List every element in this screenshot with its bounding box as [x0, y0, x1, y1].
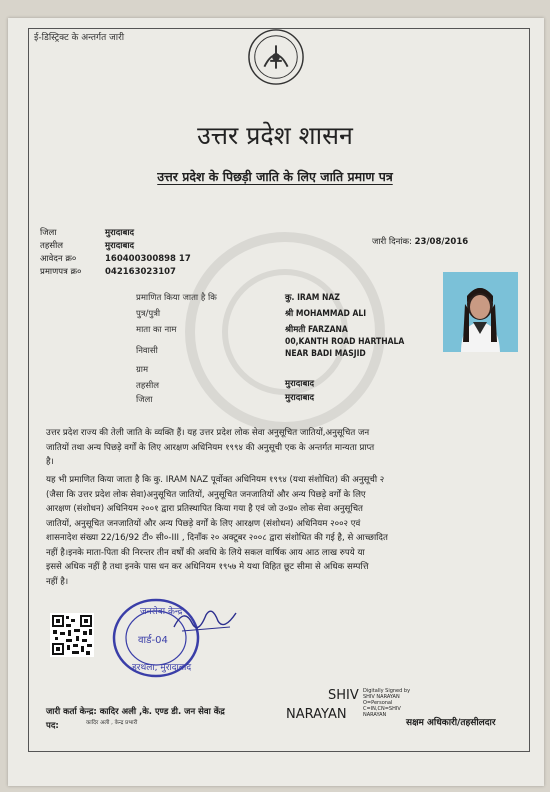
person-label: तहसील: [136, 381, 160, 391]
digital-signature-name: SHIV: [328, 688, 359, 703]
person-label: पुत्र/पुत्री: [136, 309, 161, 319]
issuer-center: जारी कर्ता केन्द्र: कादिर अली ,के. एण्ड डी. जन सेवा केंद्र: [46, 707, 225, 717]
digital-signature-detail: Digitally Signed by SHIV NARAYAN O=Personal C=IN,CN=SHIV NARAYAN: [363, 688, 411, 718]
designation-label: पद:: [46, 721, 59, 731]
up-emblem-icon: [247, 28, 305, 86]
certification-paragraph: यह भी प्रमाणित किया जाता है कि कु. IRAM NAZ पूर्वोक्त अधिनियम १९९४ (यथा संशोधित) की अनुसूची २ (जैसा कि उत्तर प्रदेश लोक सेवा)अनुसूचित जातियों, अनुसूचित जनजातियों और अन्य पिछड़े वर्गों के लिए आरक्षण (संशोधन) अधिनियम २००१ द्वारा प्रतिस्थापित किया गया है एवं जो उ०प्र० लोक सेवा अनुसूचित जातियों, अनुसूचित जनजातियों और अन्य पिछड़े वर्गों के लिए आरक्षण (संशोधन) अधिनियम २००२ एवं शासनादेश संख्या 22/16/92 टी० सी०-III , दिनाँक २० अक्टूबर २००८ द्वारा संशोधित की गई है, से आच्छादित नहीं है।इनके माता-पिता की निरन्तर तीन वर्षों की अवधि के लिये सकल वार्षिक आय आठ लाख रुपये या इससे अधिक नहीं है तथा इनके पास धन कर अधिनियम १९५७ मे यथा विहित छूट सीमा से अधिक सम्पत्ति नहीं है।: [46, 475, 388, 587]
person-name: कु. IRAM NAZ: [285, 293, 340, 303]
mother-name: श्रीमती FARZANA: [285, 325, 348, 335]
top-note: ई-डिस्ट्रिक्ट के अन्तर्गत जारी: [34, 33, 125, 43]
person-district: मुरादाबाद: [285, 393, 315, 403]
eligibility-paragraph: उत्तर प्रदेश राज्य की तेली जाति के व्यक्ति हैं। यह उत्तर प्रदेश लोक सेवा अनुसूचित जातियों,अनुसूचित जन जातियों तथा अन्य पिछड़े वर्गों के लिए आरक्षण अधिनियम १९९४ की अनुसूची एक के अन्तर्गत मान्यता प्राप्त है।: [46, 428, 375, 467]
seal-bottom-text: हरथला, मुरादाबाद: [132, 663, 192, 673]
seal-top-text: जनसेवा केन्द्र: [140, 607, 183, 617]
meta-row-application-no: आवेदन क्र० 160400300898 17: [40, 254, 191, 264]
person-label: माता का नाम: [136, 325, 177, 335]
father-name: श्री MOHAMMAD ALI: [285, 309, 367, 319]
person-tehsil: मुरादाबाद: [285, 379, 315, 389]
meta-row-certificate-no: प्रमाणपत्र क्र० 042163023107: [40, 267, 176, 277]
handwritten-signature: [170, 605, 240, 635]
competent-officer-label: सक्षम अधिकारी/तहसीलदार: [406, 718, 496, 728]
person-label: निवासी: [136, 346, 158, 356]
applicant-photo: [443, 272, 518, 352]
address-line-2: NEAR BADI MASJID: [285, 349, 366, 359]
person-label: जिला: [136, 395, 153, 405]
seal-center-text: वार्ड-04: [138, 635, 168, 646]
issue-date: जारी दिनांक: 23/08/2016: [372, 237, 469, 247]
issuer-subtext: कादिर अली , केन्द्र प्रभारी: [86, 720, 138, 726]
address-line-1: 00,KANTH ROAD HARTHALA: [285, 337, 405, 347]
certificate-subtitle: उत्तर प्रदेश के पिछड़ी जाति के लिए जाति प्रमाण पत्र: [157, 169, 393, 184]
digital-signature-name: NARAYAN: [286, 707, 347, 722]
person-label: प्रमाणित किया जाता है कि: [136, 293, 217, 303]
meta-row-district: जिला मुरादाबाद: [40, 228, 135, 238]
qr-code-icon: [50, 613, 94, 657]
meta-row-tehsil: तहसील मुरादाबाद: [40, 241, 135, 251]
person-label: ग्राम: [136, 365, 149, 375]
page-title: उत्तर प्रदेश शासन: [197, 121, 353, 150]
